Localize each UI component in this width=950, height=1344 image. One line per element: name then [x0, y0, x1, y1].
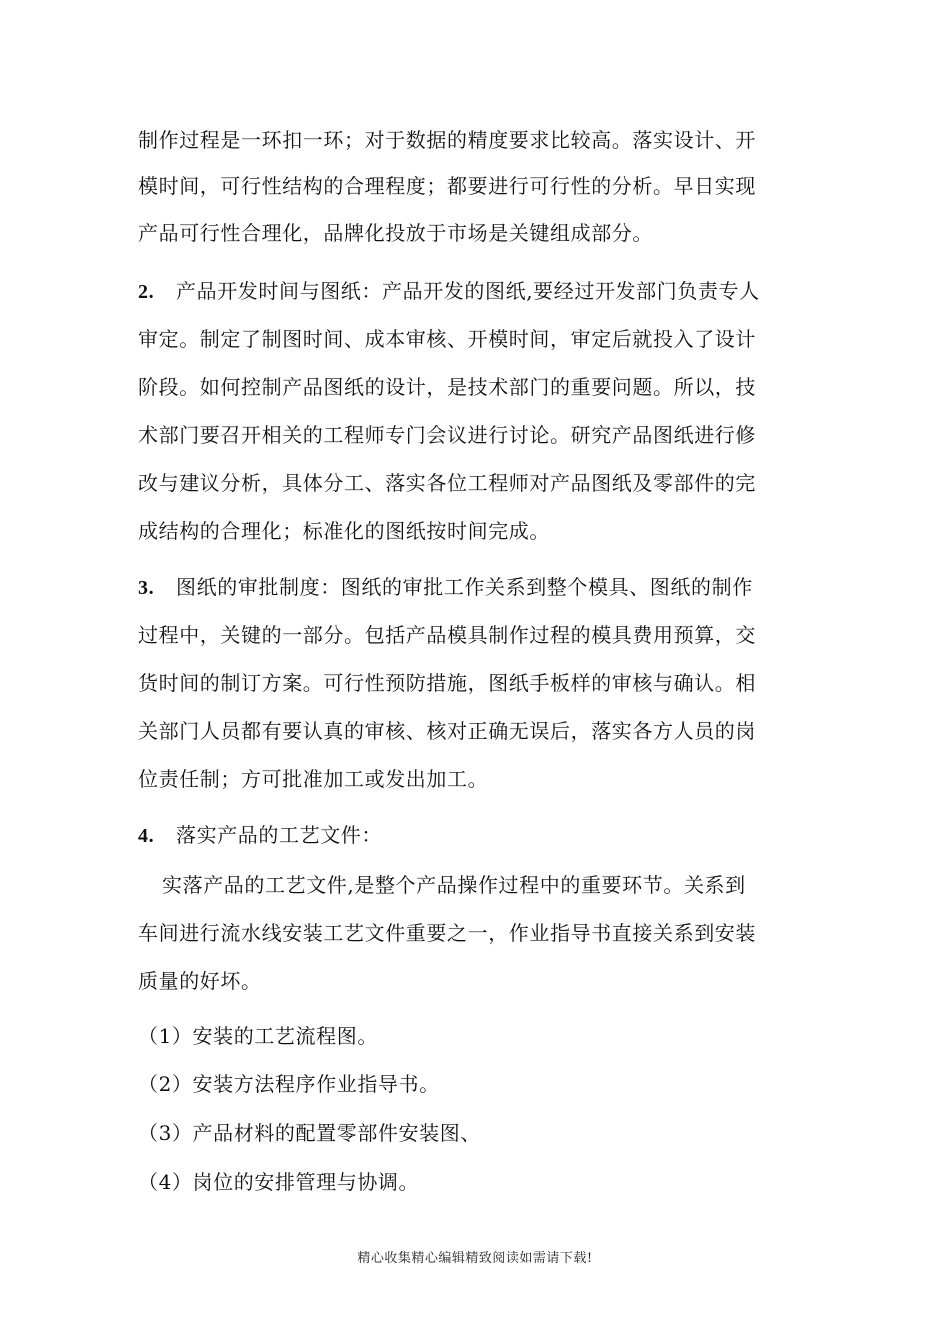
item-text: 产品开发时间与图纸：产品开发的图纸,要经过开发部门负责专人	[176, 279, 760, 303]
paragraph-line: 车间进行流水线安装工艺文件重要之一，作业指导书直接关系到安装	[138, 921, 756, 945]
paragraph-line: 过程中，关键的一部分。包括产品模具制作过程的模具费用预算，交	[138, 623, 756, 647]
list-item: （4）岗位的安排管理与协调。	[138, 1170, 420, 1194]
list-item: （2）安装方法程序作业指导书。	[138, 1072, 440, 1096]
numbered-item-4	[138, 822, 382, 849]
list-item: （3）产品材料的配置零部件安装图、	[138, 1121, 481, 1145]
item-number: 4.	[138, 825, 155, 847]
numbered-item-2	[138, 278, 760, 305]
item-text: 落实产品的工艺文件：	[176, 823, 382, 847]
numbered-item-3	[138, 574, 753, 601]
paragraph-line: 产品可行性合理化，品牌化投放于市场是关键组成部分。	[138, 221, 653, 245]
item-number: 2.	[138, 281, 155, 303]
paragraph-line: 质量的好坏。	[138, 969, 262, 993]
page-footer: 精心收集精心编辑精致阅读如需请下载!	[357, 1251, 593, 1266]
paragraph-line: 货时间的制订方案。可行性预防措施，图纸手板样的审核与确认。相	[138, 671, 756, 695]
paragraph-line: 成结构的合理化；标准化的图纸按时间完成。	[138, 519, 550, 543]
paragraph-line: 实落产品的工艺文件,是整个产品操作过程中的重要环节。关系到	[162, 873, 746, 897]
paragraph-line: 关部门人员都有要认真的审核、核对正确无误后，落实各方人员的岗	[138, 719, 756, 743]
paragraph-line: 制作过程是一环扣一环；对于数据的精度要求比较高。落实设计、开	[138, 128, 756, 152]
paragraph-line: 位责任制；方可批准加工或发出加工。	[138, 767, 489, 791]
item-number: 3.	[138, 577, 155, 599]
paragraph-line: 审定。制定了制图时间、成本审核、开模时间，审定后就投入了设计	[138, 327, 756, 351]
paragraph-line: 术部门要召开相关的工程师专门会议进行讨论。研究产品图纸进行修	[138, 423, 756, 447]
paragraph-line: 模时间，可行性结构的合理程度；都要进行可行性的分析。早日实现	[138, 174, 756, 198]
item-text: 图纸的审批制度：图纸的审批工作关系到整个模具、图纸的制作	[176, 575, 753, 599]
paragraph-line: 改与建议分析，具体分工、落实各位工程师对产品图纸及零部件的完	[138, 471, 756, 495]
paragraph-line: 阶段。如何控制产品图纸的设计，是技术部门的重要问题。所以，技	[138, 375, 756, 399]
list-item: （1）安装的工艺流程图。	[138, 1024, 378, 1048]
